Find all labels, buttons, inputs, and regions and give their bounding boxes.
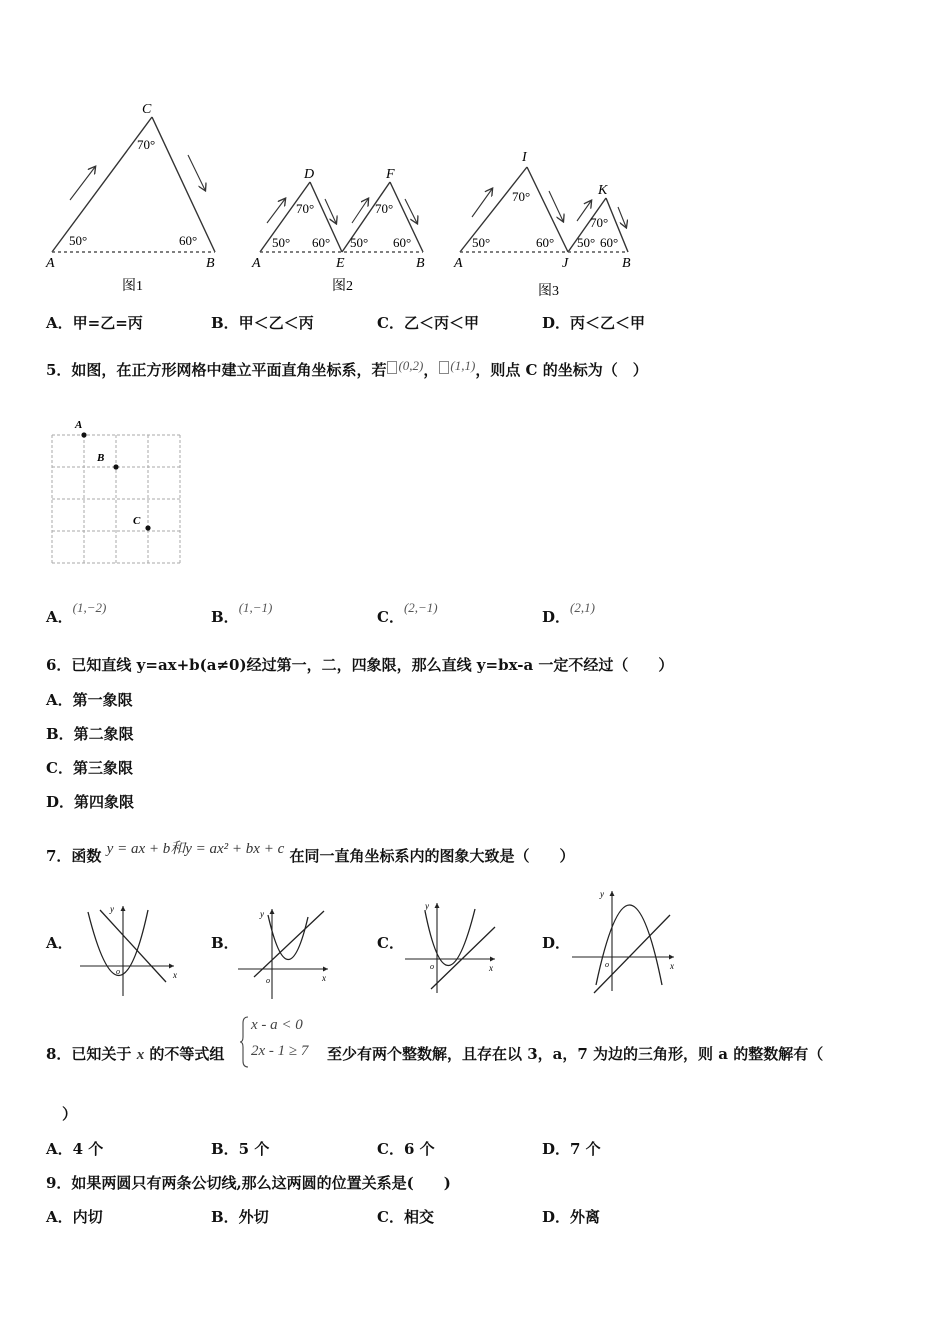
fig3-point-k: K [598, 183, 608, 198]
svg-text:x: x [173, 970, 177, 980]
fig1-point-b: B [206, 256, 215, 271]
q4-option-b[interactable]: B．甲＜乙＜丙 [211, 314, 314, 332]
q6-option-b[interactable]: B．第二象限 [46, 725, 134, 743]
svg-text:x: x [670, 961, 674, 971]
fig2-arrow-4 [405, 199, 417, 223]
q7-stem [46, 837, 574, 866]
svg-text:y: y [260, 909, 264, 919]
q8-var: x [136, 1047, 145, 1063]
q5-option-a[interactable]: A．(1,−2) [46, 600, 107, 626]
fig2-angle-f: 70° [375, 201, 394, 216]
q5-point-a [81, 432, 86, 437]
svg-text:o: o [605, 960, 609, 969]
q5-point-b [113, 464, 118, 469]
fig2-angle-a: 50° [272, 235, 291, 250]
figure-1 [45, 102, 215, 294]
fig1-angle-b: 60° [179, 233, 198, 248]
q6-stem: 6．已知直线 y=ax+b(a≠0)经过第一，二，四象限，那么直线 y=bx-a 一定不经过（ ） [46, 656, 674, 674]
q5-option-b[interactable]: B．(1,−1) [211, 600, 273, 626]
q7-graph-c [403, 897, 503, 997]
fig1-angle-c: 70° [137, 137, 156, 152]
fig3-arrow-1 [472, 189, 492, 217]
q7-suffix: 在同一直角坐标系内的图象大致是（ ） [289, 847, 575, 865]
svg-text:y: y [425, 901, 429, 911]
fig3-caption: 图3 [538, 284, 559, 299]
q9-option-c[interactable]: C．相交 [377, 1208, 434, 1226]
fig2-point-e: E [336, 256, 345, 271]
q8-inequality-system [240, 1015, 324, 1069]
q8-prefix: 8．已知关于 [46, 1045, 132, 1063]
fig1-down-arrow [188, 155, 205, 190]
q5-option-a-value: (1,−2) [72, 600, 107, 615]
fig1-up-arrow [70, 167, 95, 200]
q7-option-c[interactable]: C． [377, 934, 404, 952]
q7-graph-a [78, 900, 183, 1000]
q5-grid-figure [44, 415, 189, 570]
fig2-point-a: A [252, 256, 261, 271]
fig2-angle-e1: 60° [312, 235, 331, 250]
q5-option-d-value: (2,1) [570, 600, 595, 615]
q5-label-c: C [133, 515, 141, 527]
q8-ineq-2: 2x - 1 ≥ 7 [251, 1043, 309, 1059]
q5-option-b-value: (1,−1) [238, 600, 273, 615]
q7-formula: y = ax + b和y = ax² + bx + c [106, 841, 285, 857]
q4-figures [40, 95, 650, 305]
fig2-point-b: B [416, 256, 425, 271]
q9-option-b[interactable]: B．外切 [211, 1208, 269, 1226]
fig2-point-f: F [386, 167, 395, 182]
q5-cond-b: (1,1) [450, 358, 476, 373]
svg-text:x: x [322, 973, 326, 983]
fig1-point-c: C [142, 102, 152, 117]
fig1-side-cb [152, 117, 215, 252]
q5-option-c[interactable]: C．(2,−1) [377, 600, 438, 626]
fig3-point-j: J [562, 256, 569, 271]
q8-mid: 的不等式组 [149, 1045, 225, 1063]
fig3-point-i: I [522, 150, 527, 165]
q5-cond-a-placeholder [387, 361, 397, 374]
q7-option-a[interactable]: A． [46, 934, 73, 952]
q8-close: ） [62, 1105, 78, 1123]
q8-option-c[interactable]: C．6 个 [377, 1140, 435, 1158]
fig1-point-a: A [46, 256, 55, 271]
q5-prefix: 5．如图，在正方形网格中建立平面直角坐标系，若 [46, 361, 387, 379]
svg-text:o: o [266, 976, 270, 985]
fig2-angle-e2: 50° [350, 235, 369, 250]
q8-option-b[interactable]: B．5 个 [211, 1140, 270, 1158]
q8-ineq-1: x - a < 0 [251, 1017, 303, 1033]
q5-cond-b-placeholder [439, 361, 449, 374]
svg-text:x: x [489, 963, 493, 973]
q7-option-d[interactable]: D． [542, 934, 571, 952]
fig3-angle-b: 60° [600, 235, 619, 250]
q5-label-b: B [97, 452, 105, 464]
q4-option-d[interactable]: D．丙＜乙＜甲 [542, 314, 646, 332]
fig1-angle-a: 50° [69, 233, 88, 248]
figure-3 [453, 150, 631, 299]
fig3-arrow-4 [618, 207, 626, 227]
figure-2 [251, 167, 425, 294]
q4-option-c[interactable]: C．乙＜丙＜甲 [377, 314, 479, 332]
fig3-angle-i: 70° [512, 189, 531, 204]
q6-option-c[interactable]: C．第三象限 [46, 759, 133, 777]
q5-suffix: ，则点 C 的坐标为（ ） [475, 361, 648, 379]
fig3-angle-k: 70° [590, 215, 609, 230]
fig2-point-d: D [304, 167, 315, 182]
q5-point-c [145, 525, 150, 530]
q6-option-d[interactable]: D．第四象限 [46, 793, 135, 811]
fig3-angle-a: 50° [472, 235, 491, 250]
q8-brace [240, 1015, 250, 1069]
fig2-arrow-3 [352, 199, 368, 223]
q6-option-a[interactable]: A．第一象限 [46, 691, 133, 709]
q8-option-d[interactable]: D．7 个 [542, 1140, 601, 1158]
fig3-side-ai [460, 167, 527, 252]
fig1-caption: 图1 [122, 279, 143, 294]
q7-option-b[interactable]: B． [211, 934, 239, 952]
q7-graph-d [570, 885, 680, 995]
q5-cond-a: (0,2) [398, 358, 424, 373]
fig3-point-b: B [622, 256, 631, 271]
q5-option-c-value: (2,−1) [403, 600, 438, 615]
svg-text:o: o [430, 962, 434, 971]
svg-text:y: y [600, 889, 604, 899]
fig3-point-a: A [454, 256, 463, 271]
q8-option-a[interactable]: A．4 个 [46, 1140, 104, 1158]
q8-stem [46, 1043, 224, 1064]
q5-label-a: A [75, 419, 83, 431]
q9-option-a[interactable]: A．内切 [46, 1208, 103, 1226]
q5-option-d[interactable]: D．(2,1) [542, 600, 595, 626]
q5-sep: ， [423, 361, 439, 379]
q4-option-a[interactable]: A．甲=乙=丙 [46, 314, 143, 332]
q9-stem: 9．如果两圆只有两条公切线,那么这两圆的位置关系是( ) [46, 1174, 451, 1192]
q9-option-d[interactable]: D．外离 [542, 1208, 601, 1226]
fig3-arrow-3 [577, 201, 591, 221]
q7-prefix: 7．函数 [46, 847, 102, 865]
q7-graph-b [236, 903, 336, 1003]
fig2-angle-b: 60° [393, 235, 412, 250]
fig3-angle-j1: 60° [536, 235, 555, 250]
fig2-arrow-1 [267, 199, 285, 223]
fig2-caption: 图2 [332, 279, 353, 294]
q5-stem [46, 358, 648, 380]
fig3-angle-j2: 50° [577, 235, 596, 250]
svg-text:y: y [110, 904, 114, 914]
fig2-angle-d: 70° [296, 201, 315, 216]
svg-text:o: o [116, 967, 120, 976]
q8-suffix: 至少有两个整数解，且存在以 3，a，7 为边的三角形，则 a 的整数解有（ [327, 1045, 824, 1063]
